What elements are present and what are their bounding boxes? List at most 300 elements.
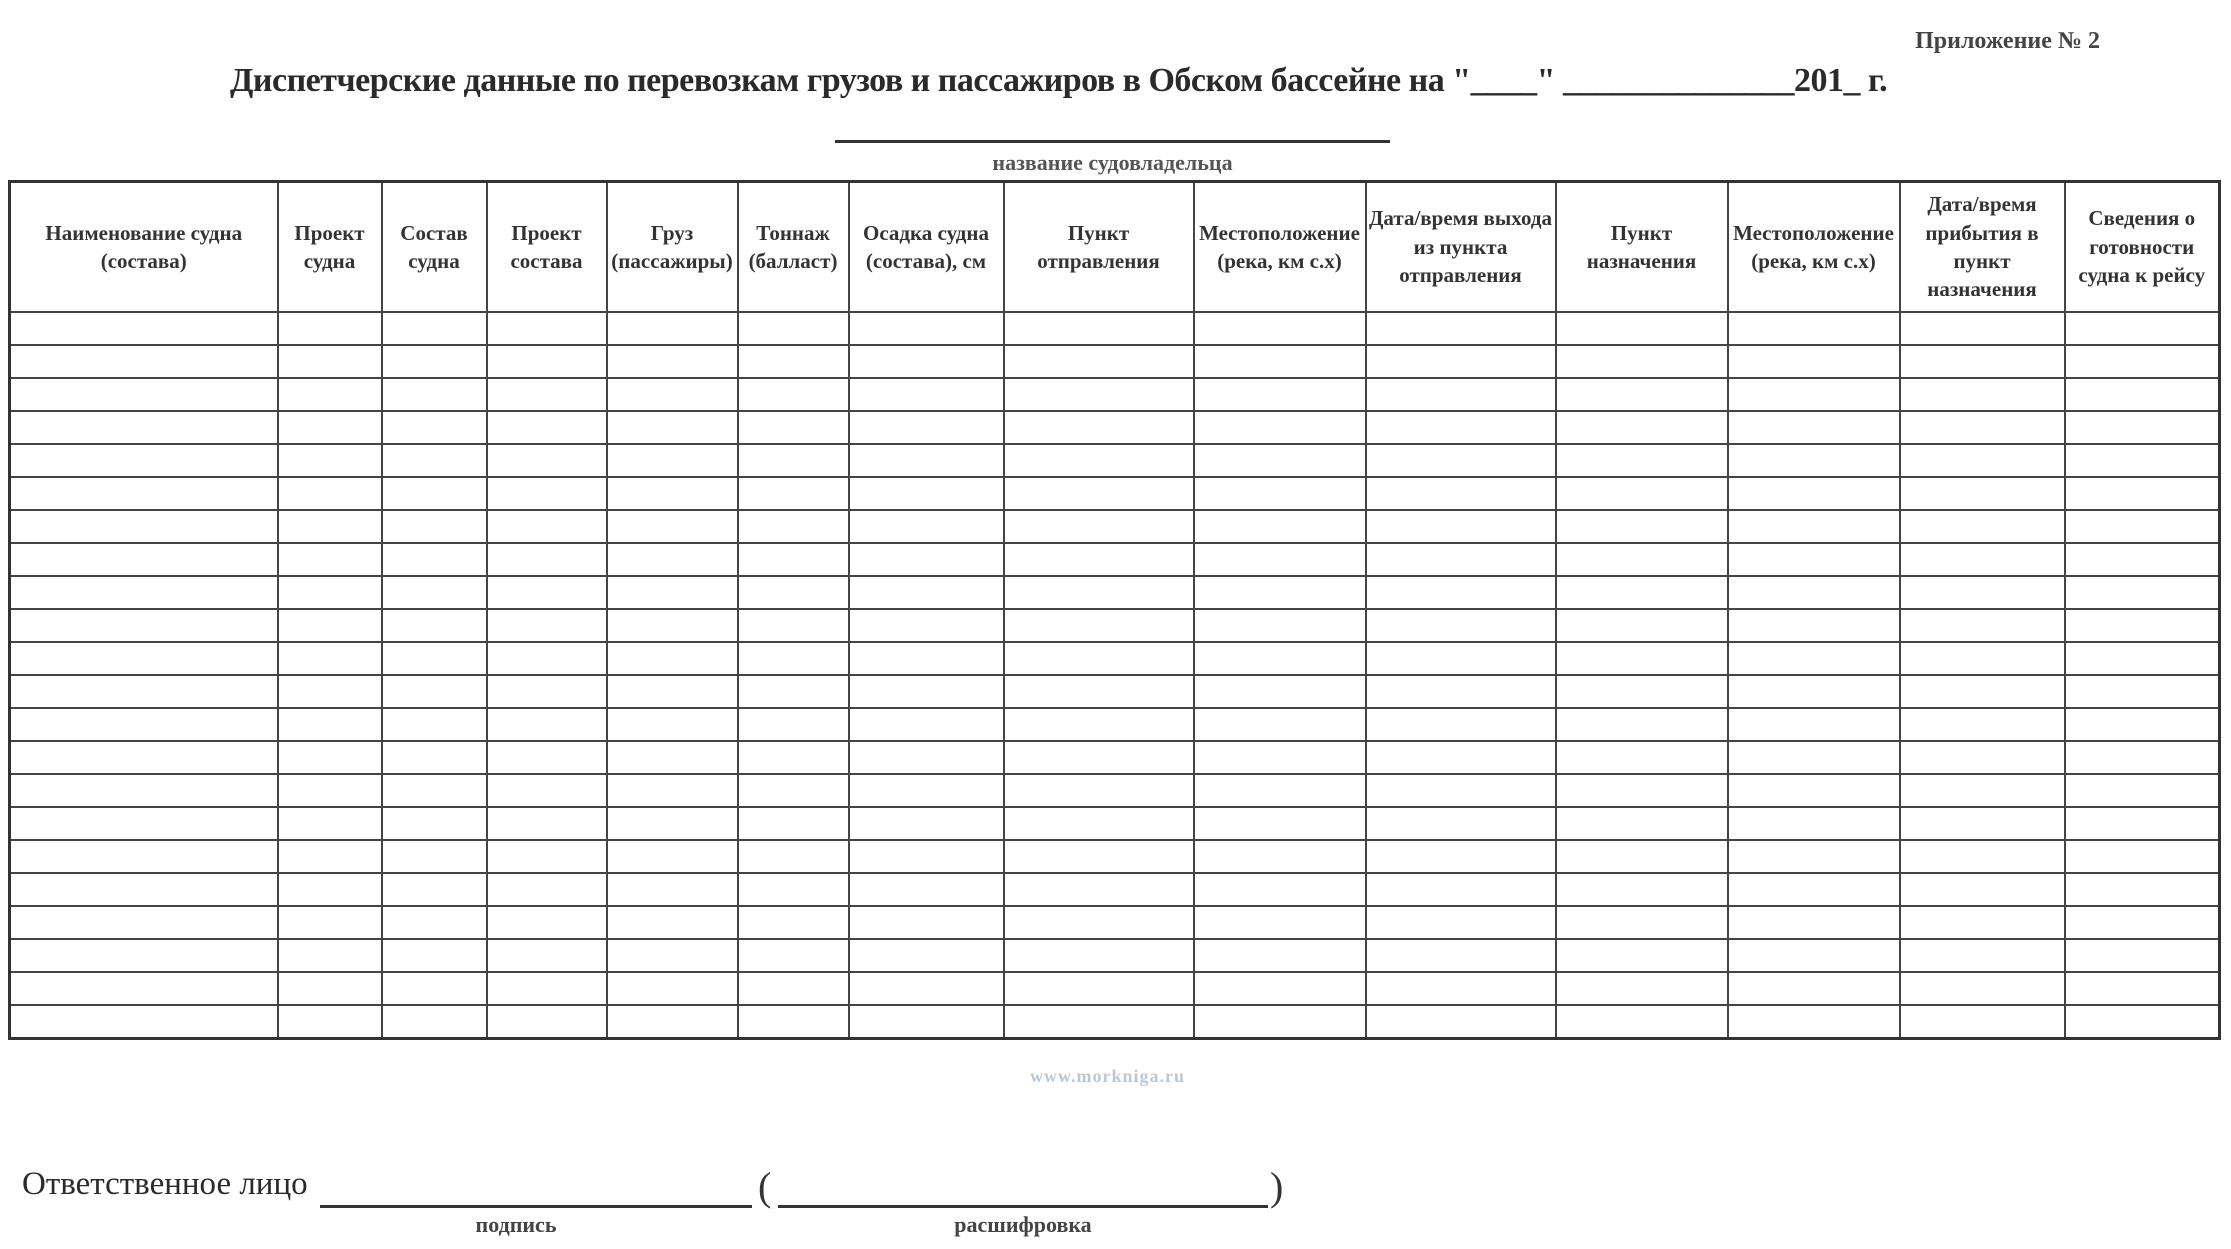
col-vessel-composition: Состав судна [382, 182, 487, 313]
table-cell [1900, 972, 2065, 1005]
table-cell [849, 741, 1004, 774]
table-cell [382, 840, 487, 873]
table-cell [1900, 939, 2065, 972]
table-cell [1900, 840, 2065, 873]
table-cell [849, 939, 1004, 972]
table-cell [607, 708, 738, 741]
table-cell [278, 774, 382, 807]
table-cell [607, 378, 738, 411]
table-cell [849, 378, 1004, 411]
table-cell [1366, 411, 1556, 444]
table-cell [1556, 444, 1728, 477]
table-cell [382, 378, 487, 411]
table-cell [2065, 345, 2220, 378]
table-cell [382, 741, 487, 774]
table-cell [1004, 543, 1194, 576]
table-row [10, 576, 2220, 609]
table-cell [1556, 939, 1728, 972]
table-cell [1004, 411, 1194, 444]
table-cell [278, 840, 382, 873]
table-cell [849, 840, 1004, 873]
table-row [10, 345, 2220, 378]
table-cell [1556, 477, 1728, 510]
table-cell [1728, 774, 1900, 807]
table-cell [1366, 939, 1556, 972]
table-cell [1004, 477, 1194, 510]
owner-caption: название судовладельца [992, 150, 1233, 175]
table-cell [1556, 906, 1728, 939]
table-cell [278, 1005, 382, 1039]
table-cell [738, 873, 849, 906]
table-cell [10, 1005, 278, 1039]
table-cell [382, 345, 487, 378]
table-cell [849, 609, 1004, 642]
table-cell [1004, 873, 1194, 906]
table-cell [738, 477, 849, 510]
table-cell [1004, 312, 1194, 345]
table-cell [487, 708, 607, 741]
table-cell [10, 741, 278, 774]
decode-caption: расшифровка [954, 1212, 1092, 1237]
table-cell [1366, 477, 1556, 510]
table-cell [1366, 378, 1556, 411]
col-cargo: Груз (пассажиры) [607, 182, 738, 313]
table-cell [278, 543, 382, 576]
table-cell [278, 345, 382, 378]
table-cell [738, 675, 849, 708]
table-cell [1556, 708, 1728, 741]
table-cell [278, 708, 382, 741]
table-cell [10, 972, 278, 1005]
table-cell [487, 1005, 607, 1039]
table-cell [607, 642, 738, 675]
table-cell [382, 939, 487, 972]
table-cell [1728, 576, 1900, 609]
table-cell [738, 807, 849, 840]
table-cell [738, 411, 849, 444]
table-cell [849, 477, 1004, 510]
table-cell [1728, 741, 1900, 774]
table-cell [278, 873, 382, 906]
table-cell [1194, 411, 1366, 444]
table-cell [607, 873, 738, 906]
table-row [10, 510, 2220, 543]
table-row [10, 675, 2220, 708]
table-cell [278, 642, 382, 675]
table-cell [10, 939, 278, 972]
table-cell [2065, 774, 2220, 807]
table-cell [1900, 708, 2065, 741]
table-cell [382, 906, 487, 939]
table-cell [849, 708, 1004, 741]
table-cell [738, 708, 849, 741]
table-cell [1900, 543, 2065, 576]
table-cell [10, 774, 278, 807]
table-cell [2065, 312, 2220, 345]
table-cell [1194, 741, 1366, 774]
table-cell [1556, 873, 1728, 906]
table-cell [382, 774, 487, 807]
table-cell [382, 411, 487, 444]
table-cell [1556, 642, 1728, 675]
table-cell [1728, 477, 1900, 510]
table-cell [2065, 609, 2220, 642]
table-cell [1366, 543, 1556, 576]
table-cell [1556, 543, 1728, 576]
table-cell [849, 807, 1004, 840]
table-cell [1556, 312, 1728, 345]
table-cell [607, 906, 738, 939]
table-cell [278, 312, 382, 345]
col-vessel-name: Наименование судна (состава) [10, 182, 278, 313]
table-cell [1556, 576, 1728, 609]
table-cell [487, 741, 607, 774]
table-cell [1728, 312, 1900, 345]
table-cell [1194, 378, 1366, 411]
table-cell [10, 477, 278, 510]
table-cell [10, 411, 278, 444]
table-cell [2065, 873, 2220, 906]
table-row [10, 411, 2220, 444]
table-cell [382, 1005, 487, 1039]
table-cell [1728, 609, 1900, 642]
appendix-number: Приложение № 2 [1915, 28, 2100, 54]
table-cell [607, 510, 738, 543]
table-cell [1366, 972, 1556, 1005]
table-cell [1194, 642, 1366, 675]
col-draft: Осадка судна (состава), см [849, 182, 1004, 313]
table-cell [1004, 675, 1194, 708]
table-row [10, 642, 2220, 675]
table-cell [1900, 477, 2065, 510]
table-cell [10, 708, 278, 741]
table-cell [278, 741, 382, 774]
table-cell [1556, 774, 1728, 807]
table-cell [607, 444, 738, 477]
table-cell [1004, 840, 1194, 873]
table-cell [1556, 840, 1728, 873]
table-cell [487, 873, 607, 906]
table-cell [1728, 444, 1900, 477]
table-cell [1728, 1005, 1900, 1039]
table-cell [1366, 807, 1556, 840]
table-body [10, 312, 2220, 1039]
table-cell [278, 411, 382, 444]
table-cell [487, 543, 607, 576]
table-cell [1556, 807, 1728, 840]
table-cell [849, 312, 1004, 345]
table-cell [607, 576, 738, 609]
table-cell [382, 609, 487, 642]
table-cell [1366, 774, 1556, 807]
table-row [10, 972, 2220, 1005]
table-cell [1556, 411, 1728, 444]
table-cell [278, 477, 382, 510]
col-arrival-datetime: Дата/время прибытия в пункт назначения [1900, 182, 2065, 313]
table-cell [2065, 1005, 2220, 1039]
table-cell [2065, 378, 2220, 411]
table-cell [1556, 675, 1728, 708]
table-cell [2065, 906, 2220, 939]
table-cell [2065, 543, 2220, 576]
table-cell [1004, 741, 1194, 774]
table-cell [278, 807, 382, 840]
table-row [10, 840, 2220, 873]
table-cell [738, 543, 849, 576]
table-cell [1728, 345, 1900, 378]
table-cell [1900, 576, 2065, 609]
col-readiness: Сведения о готовности судна к рейсу [2065, 182, 2220, 313]
table-cell [738, 972, 849, 1005]
table-cell [1900, 774, 2065, 807]
table-cell [1194, 477, 1366, 510]
table-cell [607, 345, 738, 378]
table-cell [2065, 708, 2220, 741]
table-cell [382, 972, 487, 1005]
table-cell [1900, 873, 2065, 906]
table-cell [1366, 576, 1556, 609]
table-cell [1728, 939, 1900, 972]
col-vessel-project: Проект судна [278, 182, 382, 313]
table-cell [849, 510, 1004, 543]
table-cell [382, 576, 487, 609]
table-cell [487, 444, 607, 477]
table-cell [738, 1005, 849, 1039]
responsible-person-label: Ответственное лицо [22, 1166, 308, 1202]
table-cell [738, 642, 849, 675]
table-cell [849, 873, 1004, 906]
table-cell [1004, 972, 1194, 1005]
table-cell [1556, 741, 1728, 774]
table-cell [1900, 807, 2065, 840]
table-cell [1194, 345, 1366, 378]
col-location-1: Местоположение (река, км с.х) [1194, 182, 1366, 313]
table-cell [382, 642, 487, 675]
table-cell [1728, 378, 1900, 411]
table-cell [1900, 444, 2065, 477]
paren-open: ( [758, 1164, 772, 1209]
table-cell [1728, 906, 1900, 939]
table-cell [382, 510, 487, 543]
table-cell [1004, 642, 1194, 675]
table-cell [1728, 411, 1900, 444]
table-cell [1366, 906, 1556, 939]
table-cell [607, 411, 738, 444]
table-cell [10, 444, 278, 477]
table-cell [849, 906, 1004, 939]
table-cell [1556, 1005, 1728, 1039]
table-cell [1728, 807, 1900, 840]
table-cell [487, 609, 607, 642]
table-cell [1900, 510, 2065, 543]
table-cell [1366, 1005, 1556, 1039]
watermark: www.morkniga.ru [1030, 1066, 1186, 1086]
table-cell [1556, 609, 1728, 642]
table-row [10, 741, 2220, 774]
table-cell [1366, 873, 1556, 906]
table-cell [1366, 609, 1556, 642]
table-cell [1728, 510, 1900, 543]
table-row [10, 477, 2220, 510]
table-cell [1194, 1005, 1366, 1039]
table-row [10, 312, 2220, 345]
table-cell [1900, 378, 2065, 411]
table-cell [607, 774, 738, 807]
table-cell [10, 543, 278, 576]
dispatch-table [8, 180, 2221, 1040]
table-cell [1194, 906, 1366, 939]
table-cell [1004, 1005, 1194, 1039]
table-cell [487, 477, 607, 510]
table-cell [1366, 312, 1556, 345]
table-cell [849, 543, 1004, 576]
col-tonnage: Тоннаж (балласт) [738, 182, 849, 313]
table-row [10, 807, 2220, 840]
table-cell [1900, 741, 2065, 774]
table-cell [607, 543, 738, 576]
table-row [10, 708, 2220, 741]
table-cell [2065, 972, 2220, 1005]
document-title: Диспетчерские данные по перевозкам грузов и пассажиров в Обском бассейне на "____" ______________201_ г. [230, 62, 1888, 99]
table-cell [1004, 345, 1194, 378]
table-cell [849, 972, 1004, 1005]
table-cell [738, 378, 849, 411]
table-cell [1556, 510, 1728, 543]
table-cell [10, 807, 278, 840]
table-cell [738, 840, 849, 873]
table-cell [738, 741, 849, 774]
table-cell [1004, 576, 1194, 609]
table-cell [607, 312, 738, 345]
table-cell [278, 906, 382, 939]
table-cell [1900, 1005, 2065, 1039]
table-cell [10, 873, 278, 906]
table-cell [1004, 444, 1194, 477]
table-cell [1728, 708, 1900, 741]
table-cell [1556, 345, 1728, 378]
table-cell [738, 510, 849, 543]
table-cell [1004, 939, 1194, 972]
table-cell [1194, 840, 1366, 873]
table-cell [1900, 411, 2065, 444]
col-destination-point: Пункт назначения [1556, 182, 1728, 313]
col-location-2: Местоположение (река, км с.х) [1728, 182, 1900, 313]
table-cell [1194, 543, 1366, 576]
table-cell [738, 906, 849, 939]
table-cell [849, 444, 1004, 477]
table-cell [382, 807, 487, 840]
table-cell [1900, 675, 2065, 708]
table-cell [2065, 741, 2220, 774]
table-cell [1728, 642, 1900, 675]
table-cell [849, 345, 1004, 378]
table-row [10, 1005, 2220, 1039]
table-cell [738, 774, 849, 807]
table-cell [10, 675, 278, 708]
table-cell [1900, 906, 2065, 939]
table-cell [607, 477, 738, 510]
table-cell [1728, 972, 1900, 1005]
table-cell [1004, 708, 1194, 741]
table-cell [1194, 609, 1366, 642]
signature-line [320, 1205, 752, 1208]
table-cell [2065, 477, 2220, 510]
table-cell [607, 840, 738, 873]
table-row [10, 939, 2220, 972]
table-cell [1194, 708, 1366, 741]
table-cell [487, 939, 607, 972]
table-cell [10, 840, 278, 873]
col-departure-datetime: Дата/время выхода из пункта отправления [1366, 182, 1556, 313]
table-cell [382, 675, 487, 708]
table-row [10, 774, 2220, 807]
table-cell [1366, 642, 1556, 675]
table-cell [1728, 840, 1900, 873]
table-cell [1194, 939, 1366, 972]
paren-close: ) [1270, 1164, 1284, 1209]
table-cell [278, 444, 382, 477]
signature-caption: подпись [475, 1212, 557, 1237]
table-cell [10, 312, 278, 345]
table-cell [849, 1005, 1004, 1039]
table-cell [1900, 609, 2065, 642]
table-cell [2065, 444, 2220, 477]
table-cell [1366, 345, 1556, 378]
table-row [10, 444, 2220, 477]
table-row [10, 906, 2220, 939]
table-cell [1728, 543, 1900, 576]
table-cell [10, 378, 278, 411]
table-header-row [10, 182, 2220, 313]
table-cell [10, 906, 278, 939]
table-cell [278, 510, 382, 543]
table-cell [382, 312, 487, 345]
table-cell [2065, 642, 2220, 675]
table-cell [10, 609, 278, 642]
table-cell [607, 807, 738, 840]
table-cell [2065, 510, 2220, 543]
table-cell [487, 774, 607, 807]
table-cell [1900, 345, 2065, 378]
table-row [10, 873, 2220, 906]
table-cell [382, 708, 487, 741]
table-cell [382, 477, 487, 510]
table-cell [1004, 378, 1194, 411]
table-cell [1728, 675, 1900, 708]
table-cell [1194, 576, 1366, 609]
table-cell [382, 543, 487, 576]
table-cell [487, 510, 607, 543]
table-cell [278, 378, 382, 411]
table-row [10, 543, 2220, 576]
table-cell [1004, 906, 1194, 939]
table-cell [849, 774, 1004, 807]
table-cell [1194, 873, 1366, 906]
table-cell [278, 675, 382, 708]
table-cell [2065, 939, 2220, 972]
table-cell [849, 675, 1004, 708]
table-cell [487, 807, 607, 840]
col-convoy-project: Проект состава [487, 182, 607, 313]
table-cell [278, 972, 382, 1005]
table-cell [278, 939, 382, 972]
table-cell [278, 576, 382, 609]
table-cell [738, 444, 849, 477]
table-cell [1900, 312, 2065, 345]
table-cell [1194, 312, 1366, 345]
table-cell [487, 312, 607, 345]
table-cell [487, 642, 607, 675]
